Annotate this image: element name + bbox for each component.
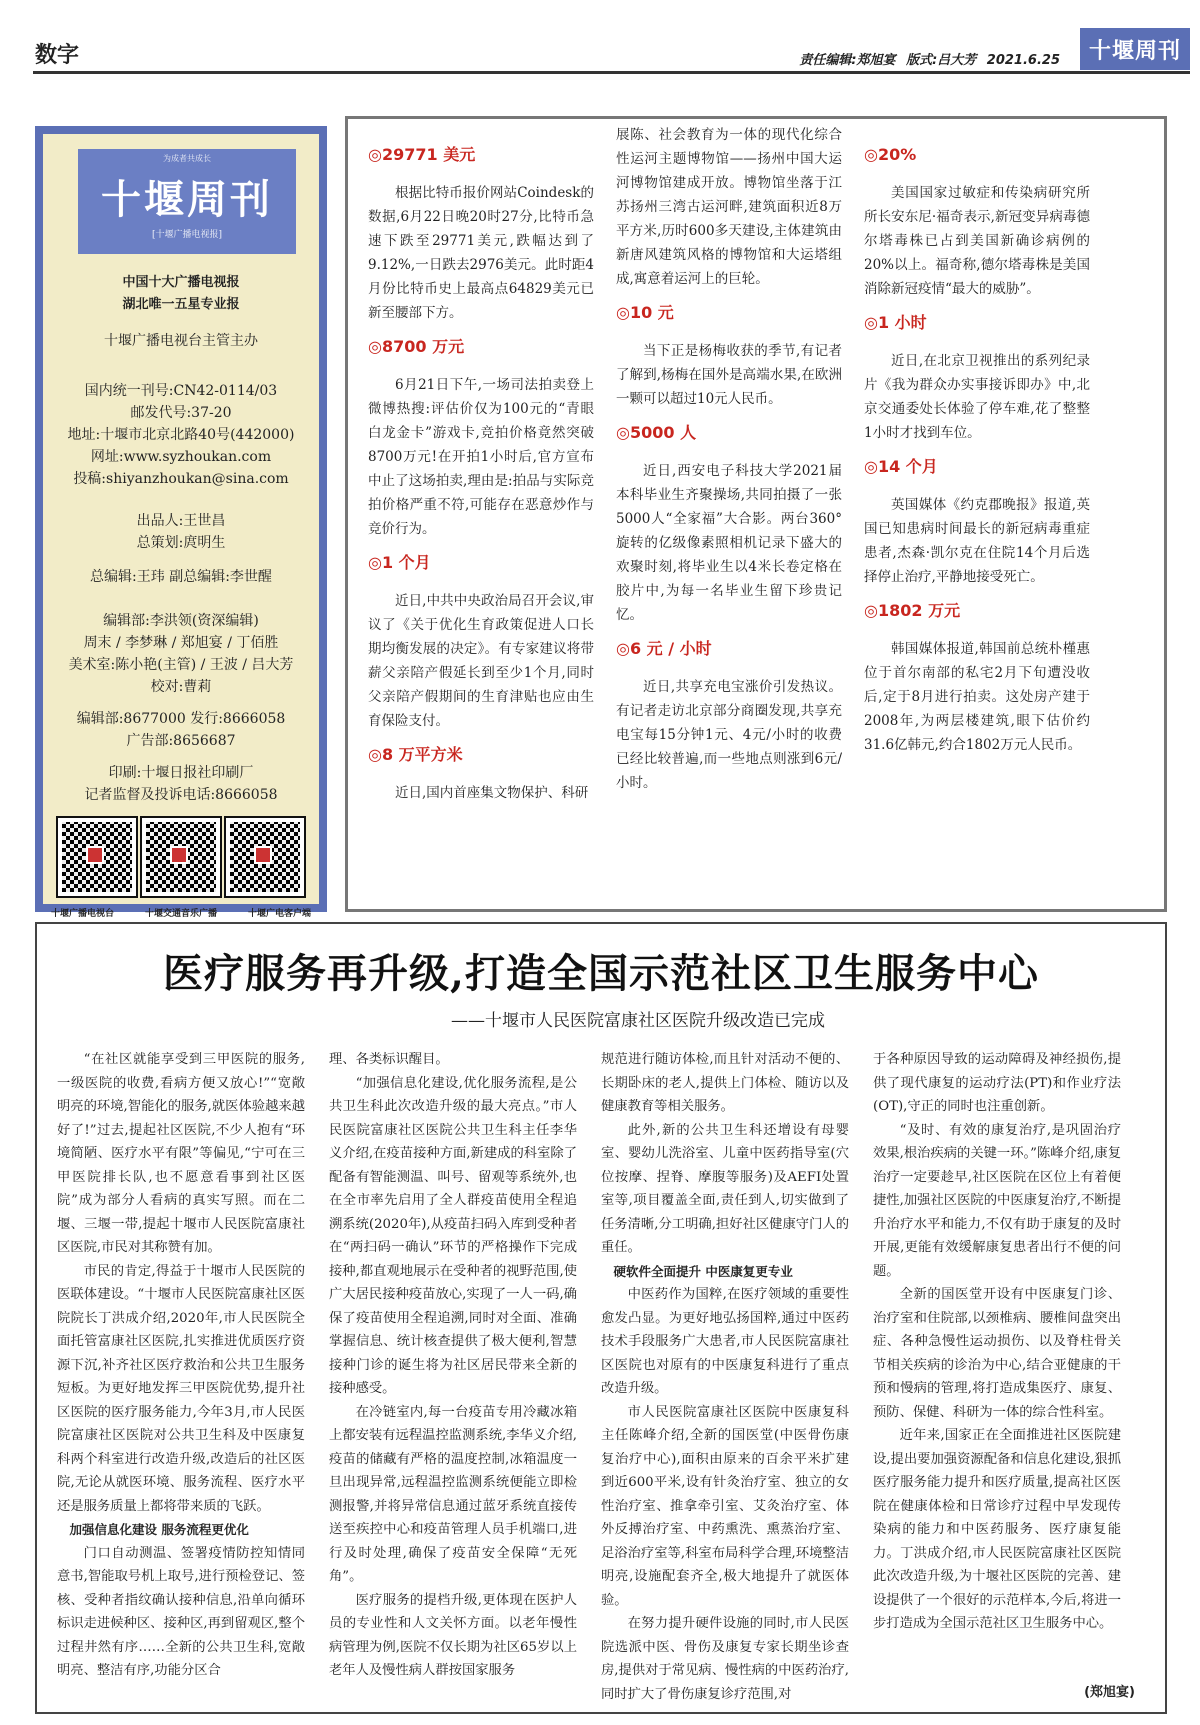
masthead-box	[35, 126, 327, 919]
masthead-honors	[43, 272, 319, 316]
number-paragraph: 韩国媒体报道,韩国前总统朴槿惠位于首尔南部的私宅2月下旬遭没收后,定于8月进行拍卖。这处房产建于2008年,为两层楼建筑,眼下估价约31.6亿韩元,约合1802万元人民币。	[864, 641, 1090, 753]
number-heading: ◎5000 人	[616, 423, 697, 442]
article-paragraph: 在努力提升硬件设施的同时,市人民医院选派中医、骨伤及康复专家长期坐诊查房,提供对于常见病、慢性病的中医药治疗,同时扩大了骨伤康复诊疗范围,对	[601, 1616, 849, 1702]
qr-code[interactable]	[58, 818, 136, 896]
number-paragraph: 近日,中共中央政治局召开会议,审议了《关于优化生育政策促进人口长期均衡发展的决定》。有专家建议将带薪父亲陪产假延长到至少1个月,同时父亲陪产假期间的生育津贴也应由生育保险支付。	[368, 593, 594, 729]
masthead-phones	[43, 708, 319, 752]
masthead-line: 编辑部:李洪领(资深编辑)	[103, 613, 259, 629]
numbers-column-2	[616, 123, 842, 795]
masthead-subtitle: [十堰广播电视报]	[151, 230, 223, 240]
header-rule	[33, 71, 1190, 74]
masthead-registration	[43, 380, 319, 490]
masthead-line: 总策划:庹明生	[136, 535, 226, 551]
page-meta	[793, 49, 1060, 68]
qr-code-row	[58, 818, 304, 896]
number-paragraph: 展陈、社会教育为一体的现代化综合性运河主题博物馆——扬州中国大运河博物馆建成开放。博物馆坐落于江苏扬州三湾古运河畔,建筑面积近8万平方米,历时600多天建设,主体建筑由新唐风建筑风格的博物馆和大运塔组成,寓意着运河上的巨轮。	[616, 127, 842, 287]
article-section-heading: 硬软件全面提升 中医康复更专业	[613, 1263, 793, 1279]
feature-article	[35, 922, 1167, 1714]
editor-credit: 责任编辑:郑旭宴	[799, 53, 896, 68]
number-paragraph: 近日,西安电子科技大学2021届本科毕业生齐聚操场,共同拍摄了一张5000人“全家福”大合影。两台360°旋转的亿级像素照相机记录下盛大的欢聚时刻,将毕业生以4米长卷定格在胶片中,为每一名毕业生留下珍贵记忆。	[616, 463, 842, 623]
masthead-line: 投稿:shiyanzhoukan@sina.com	[73, 471, 289, 487]
masthead-line: 记者监督及投诉电话:8666058	[84, 787, 278, 803]
number-heading: ◎8 万平方米	[368, 745, 463, 764]
number-paragraph: 近日,国内首座集文物保护、科研	[395, 785, 589, 801]
issue-date: 2021.6.25	[986, 53, 1060, 68]
numbers-column-3	[864, 133, 1090, 757]
number-paragraph: 近日,在北京卫视推出的系列纪录片《我为群众办实事接诉即办》中,北京交通委处长体验了停车难,花了整整1小时才找到车位。	[864, 353, 1090, 441]
article-headline: 医疗服务再升级,打造全国示范社区卫生服务中心	[163, 950, 1039, 997]
article-paragraph: 医疗服务的提档升级,更体现在医护人员的专业性和人文关怀方面。以老年慢性病管理为例,医院不仅长期为社区65岁以上老年人及慢性病人群按国家服务	[329, 1592, 577, 1678]
article-column-1	[57, 1048, 305, 1683]
masthead-line: 总编辑:王玮 副总编辑:李世醒	[90, 569, 272, 585]
qr-code[interactable]	[142, 818, 220, 896]
article-column-4	[873, 1048, 1121, 1636]
masthead-line: 中国十大广播电视报	[122, 275, 240, 290]
article-paragraph: “及时、有效的康复治疗,是巩固治疗效果,根治疾病的关键一环。”陈峰介绍,康复治疗一定要趁早,社区医院在区位上有着便捷性,加强社区医院的中医康复治疗,不断提升治疗水平和能力,不仅有助于康复的及时开展,更能有效缓解康复患者出行不便的问题。	[873, 1122, 1121, 1279]
article-paragraph: 市民的肯定,得益于十堰市人民医院的医联体建设。“十堰市人民医院富康社区医院院长丁洪成介绍,2020年,市人民医院全面托管富康社区医院,扎实推进优质医疗资源下沉,补齐社区医疗救治和公共卫生服务短板。为更好地发挥三甲医院优势,提升社区医院的医疗服务能力,今年3月,市人民医院富康社区医院对公共卫生科及中医康复科两个科室进行改造升级,改造后的社区医院,无论从就医环境、服务流程、医疗水平还是服务质量上都将带来质的飞跃。	[57, 1263, 305, 1514]
article-paragraph: “加强信息化建设,优化服务流程,是公共卫生科此次改造升级的最大亮点。”市人民医院富康社区医院公共卫生科主任李华义介绍,在疫苗接种方面,新建成的科室除了配备有智能测温、叫号、留观等系统外,也在全市率先启用了全人群疫苗使用全程追溯系统(2020年),从疫苗扫码入库到受种者在“两扫码一确认”环节的严格操作下完成接种,都直观地展示在受种者的视野范围,使广大居民接种疫苗放心,实现了一人一码,确保了疫苗使用全程追溯,同时对全面、准确掌握信息、统计核查提供了极大便利,智慧接种门诊的诞生将为社区居民带来全新的接种感受。	[329, 1075, 577, 1396]
number-paragraph: 近日,共享充电宝涨价引发热议。有记者走访北京部分商圈发现,共享充电宝每15分钟1元、4元/小时的收费已经比较普遍,而一些地点则涨到6元/小时。	[616, 679, 842, 791]
number-heading: ◎1 个月	[368, 553, 431, 572]
number-paragraph: 根据比特币报价网站Coindesk的数据,6月22日晚20时27分,比特币急速下跌至29771美元,跌幅达到了9.12%,一日跌去2976美元。此时距4月份比特币史上最高点64829美元已新至腰部下方。	[368, 185, 594, 321]
number-paragraph: 6月21日下午,一场司法拍卖登上微博热搜:评估价仅为100元的“青眼白龙金卡”游戏卡,竞拍价格竟然突破8700万元!在开拍1小时后,官方宣布中止了这场拍卖,理由是:拍品与实际竞拍价格严重不符,可能存在恶意炒作与竞价行为。	[368, 377, 594, 537]
masthead-editors	[43, 566, 319, 588]
number-heading: ◎1802 万元	[864, 601, 961, 620]
numbers-column-1	[368, 133, 594, 805]
masthead-line: 国内统一刊号:CN42-0114/03	[84, 383, 278, 399]
number-paragraph: 美国国家过敏症和传染病研究所所长安东尼·福奇表示,新冠变异病毒德尔塔毒株已占到美国新确诊病例的20%以上。福奇称,德尔塔毒株是美国消除新冠疫情“最大的威胁”。	[864, 185, 1090, 297]
masthead-producers	[43, 510, 319, 554]
qr-labels	[51, 906, 311, 919]
article-byline: (郑旭宴)	[1084, 1685, 1135, 1700]
article-column-2	[329, 1048, 577, 1683]
article-paragraph: 理、各类标识醒目。	[329, 1052, 449, 1067]
masthead-line: 周末 / 李梦琳 / 郑旭宴 / 丁佰胜	[83, 635, 279, 651]
article-section-heading: 加强信息化建设 服务流程更优化	[69, 1522, 249, 1537]
qr-label: 十堰交通音乐广播	[144, 909, 217, 919]
masthead-line: 邮发代号:37-20	[130, 405, 232, 421]
masthead-tagline: 为成者共成长	[163, 154, 211, 163]
article-column-3	[601, 1048, 849, 1706]
masthead-print	[43, 762, 319, 806]
section-title: 数字	[35, 43, 80, 68]
article-subheadline: ——十堰市人民医院富康社区医院升级改造已完成	[451, 1011, 825, 1031]
masthead-line: 美术室:陈小艳(主管) / 王波 / 吕大芳	[68, 657, 294, 673]
layout-credit: 版式:吕大芳	[906, 53, 977, 68]
number-heading: ◎14 个月	[864, 457, 938, 476]
masthead-line: 网址:www.syzhoukan.com	[90, 449, 272, 465]
article-paragraph: “在社区就能享受到三甲医院的服务,一级医院的收费,看病方便又放心!”“宽敞明亮的环境,智能化的服务,就医体验越来越好了!”过去,提起社区医院,不少人抱有“环境简陋、医疗水平有限”等偏见,“宁可在三甲医院排长队,也不愿意看事到社区医院”成为部分人看病的真实写照。而在二堰、三堰一带,提起十堰市人民医院富康社区医院,市民对其称赞有加。	[57, 1052, 305, 1255]
masthead-line: 广告部:8656687	[126, 733, 236, 749]
masthead-line: 出品人:王世昌	[136, 513, 226, 529]
article-paragraph: 中医药作为国粹,在医疗领域的重要性愈发凸显。为更好地弘扬国粹,通过中医药技术手段服务广大患者,市人民医院富康社区医院也对原有的中医康复科进行了重点改造升级。	[601, 1287, 849, 1396]
masthead-inner	[43, 134, 319, 919]
number-heading: ◎10 元	[616, 303, 674, 322]
article-paragraph: 规范进行随访体检,而且针对活动不便的、长期卧床的老人,提供上门体检、随访以及健康教育等相关服务。	[601, 1052, 849, 1114]
number-heading: ◎20%	[864, 145, 917, 164]
article-paragraph: 于各种原因导致的运动障碍及神经损伤,提供了现代康复的运动疗法(PT)和作业疗法(OT),守正的同时也注重创新。	[873, 1052, 1121, 1114]
qr-label: 十堰广播电视台	[51, 909, 115, 919]
number-heading: ◎6 元 / 小时	[616, 639, 712, 658]
numbers-box	[345, 116, 1167, 912]
masthead-title: 十堰周刊	[101, 176, 273, 223]
qr-code[interactable]	[226, 818, 304, 896]
masthead-line: 湖北唯一五星专业报	[122, 297, 240, 312]
masthead-line: 编辑部:8677000 发行:8666058	[76, 711, 286, 727]
qr-label: 十堰广电客户端	[247, 909, 311, 919]
masthead-line: 印刷:十堰日报社印刷厂	[108, 765, 254, 781]
number-paragraph: 当下正是杨梅收获的季节,有记者了解到,杨梅在国外是高端水果,在欧洲一颗可以超过10元人民币。	[616, 343, 842, 407]
number-heading: ◎29771 美元	[368, 145, 476, 164]
masthead-banner	[78, 149, 296, 254]
number-heading: ◎1 小时	[864, 313, 927, 332]
article-paragraph: 门口自动测温、签署疫情防控知情同意书,智能取号机上取号,进行预检登记、签核、受种者指纹确认接种信息,沿单向循环标识走进候种区、接种区,再到留观区,整个过程井然有序……全新的公共卫生科,宽敞明亮、整洁有序,功能分区合	[57, 1545, 305, 1678]
masthead-staff	[43, 610, 319, 698]
article-paragraph: 近年来,国家正在全面推进社区医院建设,提出要加强资源配备和信息化建设,狠抓医疗服务能力提升和医疗质量,提高社区医院在健康体检和日常诊疗过程中早发现传染病的能力和中医药服务、医疗康复能力。丁洪成介绍,市人民医院富康社区医院此次改造升级,为十堰社区医院的完善、建设提供了一个很好的示范样本,今后,将进一步打造成为全国示范社区卫生服务中心。	[873, 1428, 1121, 1631]
article-paragraph: 市人民医院富康社区医院中医康复科主任陈峰介绍,全新的国医堂(中医骨伤康复治疗中心),面积由原来的百余平米扩建到近600平米,设有针灸治疗室、独立的女性治疗室、推拿牵引室、艾灸治疗室、体外反搏治疗室、中药熏洗、熏蒸治疗室、足浴治疗室等,科室布局科学合理,环境整洁明亮,设施配套齐全,极大地提升了就医体验。	[601, 1404, 849, 1608]
masthead-line: 校对:曹莉	[150, 679, 212, 695]
article-paragraph: 在冷链室内,每一台疫苗专用冷藏冰箱上都安装有远程温控监测系统,李华义介绍,疫苗的储藏有严格的温度控制,冰箱温度一旦出现异常,远程温控监测系统便能立即检测报警,并将异常信息通过蓝牙系统直接传送至疾控中心和疫苗管理人员手机端口,进行及时处理,确保了疫苗安全保障“无死角”。	[329, 1404, 577, 1584]
number-paragraph: 英国媒体《约克郡晚报》报道,英国已知患病时间最长的新冠病毒重症患者,杰森·凯尔克在住院14个月后选择停止治疗,平静地接受死亡。	[864, 497, 1090, 585]
article-paragraph: 此外,新的公共卫生科还增设有母婴室、婴幼儿洗浴室、儿童中医药指导室(穴位按摩、捏脊、摩腹等服务)及AEFI处置室等,项目覆盖全面,责任到人,切实做到了任务清晰,分工明确,担好社区健康守门人的重任。	[601, 1122, 849, 1255]
masthead-org	[43, 330, 319, 352]
paper-logo: 十堰周刊	[1080, 28, 1190, 70]
article-paragraph: 全新的国医堂开设有中医康复门诊、治疗室和住院部,以颈椎病、腰椎间盘突出症、各种急慢性运动损伤、以及脊柱骨关节相关疾病的诊治为中心,结合亚健康的干预和慢病的管理,将打造成集医疗、康复、预防、保健、科研为一体的综合性科室。	[873, 1287, 1121, 1420]
masthead-line: 十堰广播电视台主管主办	[104, 333, 258, 349]
number-heading: ◎8700 万元	[368, 337, 465, 356]
masthead-line: 地址:十堰市北京北路40号(442000)	[67, 427, 295, 443]
